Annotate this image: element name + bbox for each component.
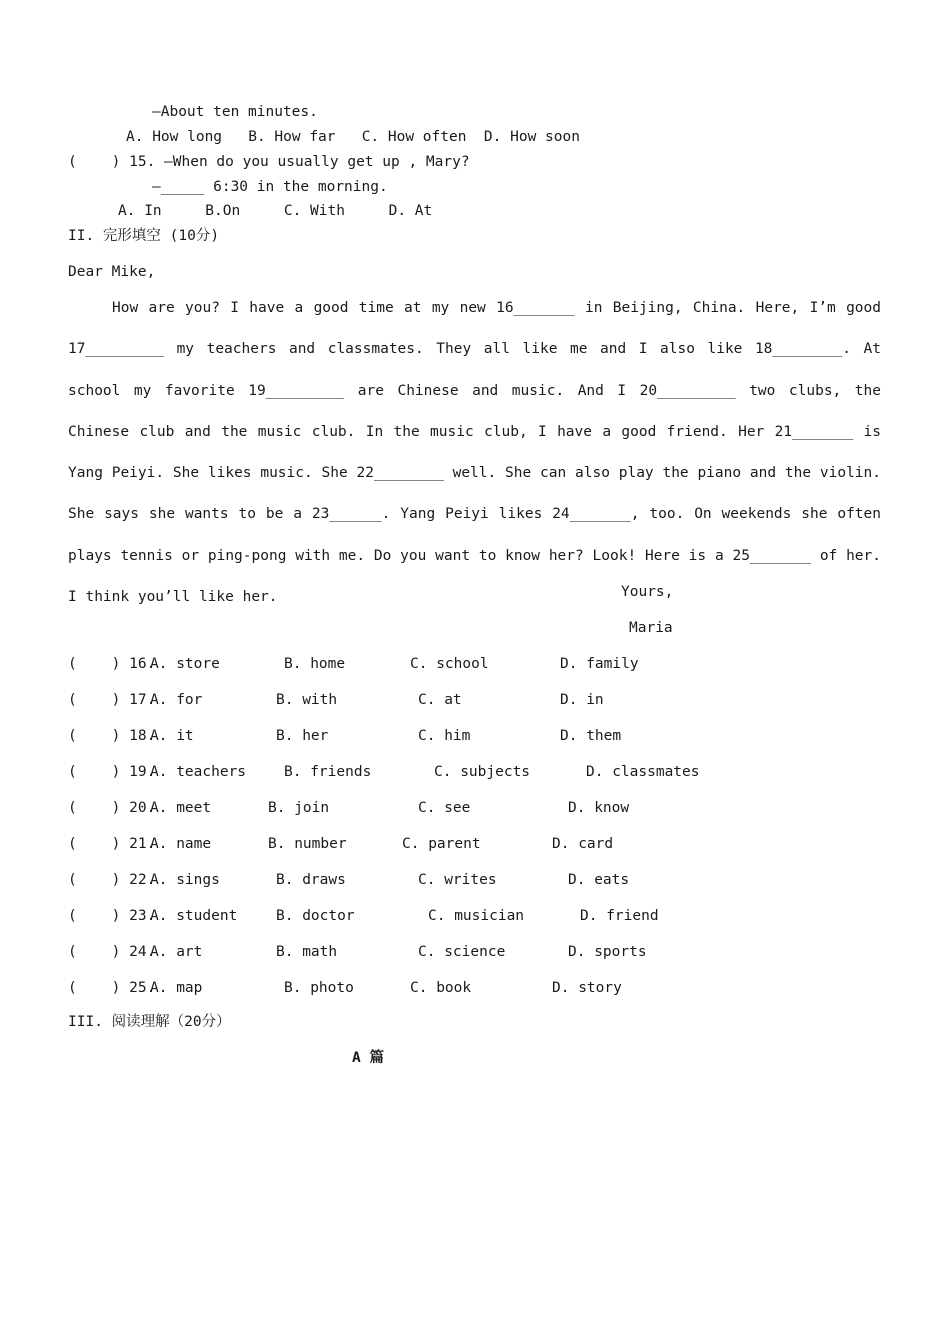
section-3-title: III. 阅读理解（20分） [68, 1014, 231, 1030]
cloze-question-row [68, 690, 768, 710]
option-d: D. eats [568, 872, 630, 888]
letter-signature: Maria [629, 620, 673, 636]
option-b: B. join [268, 800, 330, 816]
q15-answer-line: —_____ 6:30 in the morning. [152, 179, 388, 195]
q14-options: A. How long B. How far C. How often D. How soon [126, 129, 580, 145]
cloze-question-row [68, 762, 768, 782]
passage-a-title: A 篇 [352, 1050, 384, 1066]
option-a: A. student [150, 908, 238, 924]
letter-body [68, 288, 881, 618]
cloze-question-row [68, 834, 768, 854]
option-b: B. home [284, 656, 346, 672]
option-c: C. science [418, 944, 506, 960]
option-a: A. map [150, 980, 203, 996]
option-d: D. card [552, 836, 614, 852]
question-number: ( ) 21. [68, 836, 156, 852]
cloze-question-row [68, 906, 768, 926]
option-c: C. book [410, 980, 472, 996]
option-d: D. know [568, 800, 630, 816]
question-number: ( ) 20. [68, 800, 156, 816]
option-c: C. school [410, 656, 489, 672]
q15-options: A. In B.On C. With D. At [118, 203, 433, 219]
option-c: C. parent [402, 836, 481, 852]
option-b: B. her [276, 728, 329, 744]
option-d: D. family [560, 656, 639, 672]
option-a: A. meet [150, 800, 212, 816]
q15-question: ( ) 15. —When do you usually get up , Mary? [68, 154, 470, 170]
q14-answer-line: —About ten minutes. [152, 104, 318, 120]
option-a: A. teachers [150, 764, 247, 780]
option-a: A. name [150, 836, 212, 852]
cloze-question-row [68, 978, 768, 998]
option-b: B. with [276, 692, 338, 708]
letter-closing: Yours, [621, 584, 674, 600]
question-number: ( ) 25. [68, 980, 156, 996]
letter-greeting: Dear Mike, [68, 264, 156, 280]
option-a: A. store [150, 656, 220, 672]
question-number: ( ) 16. [68, 656, 156, 672]
cloze-question-row [68, 942, 768, 962]
option-b: B. math [276, 944, 338, 960]
option-a: A. it [150, 728, 194, 744]
option-d: D. friend [580, 908, 659, 924]
question-number: ( ) 24. [68, 944, 156, 960]
option-b: B. friends [284, 764, 372, 780]
option-a: A. sings [150, 872, 220, 888]
option-b: B. doctor [276, 908, 355, 924]
option-c: C. musician [428, 908, 525, 924]
option-c: C. writes [418, 872, 497, 888]
question-number: ( ) 19. [68, 764, 156, 780]
question-number: ( ) 22. [68, 872, 156, 888]
section-2-title: II. 完形填空 (10分) [68, 228, 220, 244]
question-number: ( ) 17. [68, 692, 156, 708]
option-c: C. him [418, 728, 471, 744]
letter-body-text: How are you? I have a good time at my new 16_______ in Beijing, China. Here, I’m good 17_________ my teachers and classmates. They all like me and I also like 18________. At school my favorite 19_________ are Chinese and music. And I 20_________ two clubs, the Chinese club and the music club. In the music club, I have a good friend. Her 21_______ is Yang Peiyi. She likes music. She 22________ well. She can also play the piano and the violin. She says she wants to be a 23______. Yang Peiyi likes 24_______, too. On weekends she often plays tennis or ping-pong with me. Do you want to know her? Look! Here is a 25_______ of her. I think you’ll like her. [68, 300, 881, 606]
cloze-question-row [68, 798, 768, 818]
option-b: B. draws [276, 872, 346, 888]
option-a: A. art [150, 944, 203, 960]
question-number: ( ) 18. [68, 728, 156, 744]
option-c: C. at [418, 692, 462, 708]
option-c: C. see [418, 800, 471, 816]
cloze-question-row [68, 726, 768, 746]
option-b: B. photo [284, 980, 354, 996]
cloze-question-row [68, 870, 768, 890]
option-d: D. classmates [586, 764, 700, 780]
option-d: D. in [560, 692, 604, 708]
option-d: D. story [552, 980, 622, 996]
option-d: D. sports [568, 944, 647, 960]
option-d: D. them [560, 728, 622, 744]
question-number: ( ) 23. [68, 908, 156, 924]
option-a: A. for [150, 692, 203, 708]
option-c: C. subjects [434, 764, 531, 780]
cloze-question-row [68, 654, 768, 674]
option-b: B. number [268, 836, 347, 852]
